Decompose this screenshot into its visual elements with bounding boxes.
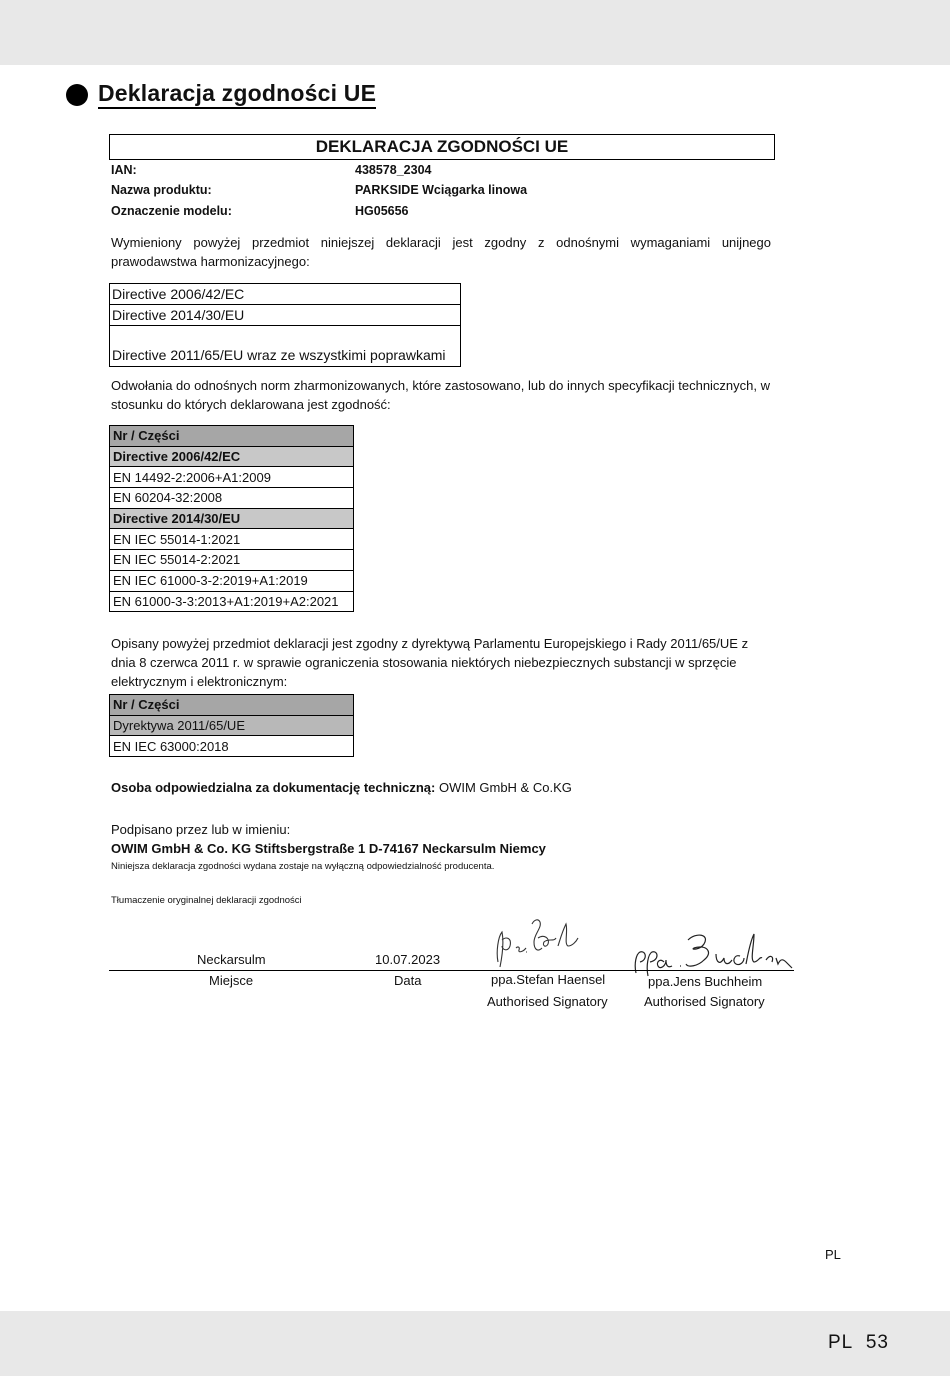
directive-list [109,283,461,367]
table-row: EN 14492-2:2006+A1:2009 [110,467,354,488]
page-number: 53 [865,1332,889,1353]
table-row: EN IEC 55014-2:2021 [110,550,354,571]
language-mark: PL [825,1247,841,1262]
signer1-role: Authorised Signatory [487,994,608,1009]
bottom-band [0,1311,950,1376]
meta-label-ian: IAN: [111,163,137,177]
responsible-person [111,778,771,797]
meta-value-model: HG05656 [355,204,409,218]
rohs-table [109,694,354,757]
sole-responsibility: Niniejsza deklaracja zgodności wydana zostaje na wyłączną odpowiedzialność producenta. [111,861,495,872]
directive-item: Directive 2014/30/EU [110,305,460,326]
meta-value-product: PARKSIDE Wciągarka linowa [355,183,528,197]
rohs-paragraph: Opisany powyżej przedmiot deklaracji jest zgodny z dyrektywą Parlamentu Europejskiego i Rady 2011/65/UE z dnia 8 czerwca 2011 r. w sprawie ograniczenia stosowania niektórych niebezpiecznych substancji w sprzęcie elektrycznym i elektronicznym: [111,636,749,689]
table-header: Nr / Części [110,695,354,716]
conformity-paragraph: Wymieniony powyżej przedmiot niniejszej deklaracji jest zgodny z odnośnymi wymaganiami unijnego prawodawstwa harmonizacyjnego: [111,235,771,269]
signer2-name: ppa.Jens Buchheim [648,974,763,989]
signer1-name: ppa.Stefan Haensel [491,972,606,987]
page-footer [828,1332,889,1354]
place-value: Neckarsulm [197,952,266,967]
date-label: Data [394,973,422,988]
table-header: Nr / Części [110,426,354,447]
standards-table [109,425,354,612]
responsible-value: OWIM GmbH & Co.KG [435,780,572,795]
translation-note: Tłumaczenie oryginalnej deklaracji zgodności [111,895,302,906]
meta-label-product: Nazwa produktu: [111,183,212,197]
table-group-row: Directive 2014/30/EU [110,508,354,529]
meta-label-model: Oznaczenie modelu: [111,204,232,218]
table-group-row: Dyrektywa 2011/65/UE [110,715,354,736]
section-heading-text: Deklaracja zgodności UE [98,80,376,109]
section-heading [66,80,376,109]
standards-paragraph: Odwołania do odnośnych norm zharmonizowanych, które zastosowano, lub do innych specyfikacji technicznych, w stosunku do których deklarowana jest zgodność: [111,378,771,412]
signature-line [109,970,794,971]
directive-item: Directive 2006/42/EC [110,284,460,305]
footer-lang: PL [828,1332,854,1353]
signed-by: Podpisano przez lub w imieniu: [111,822,291,837]
responsible-label: Osoba odpowiedzialna za dokumentację techniczną: [111,780,436,795]
table-row: EN 61000-3-3:2013+A1:2019+A2:2021 [110,591,354,612]
table-group-row: Directive 2006/42/EC [110,446,354,467]
doc-title: DEKLARACJA ZGODNOŚCI UE [109,134,775,160]
company-address: OWIM GmbH & Co. KG Stiftsbergstraße 1 D-74167 Neckarsulm Niemcy [111,841,546,856]
table-row: EN IEC 63000:2018 [110,736,354,757]
signer2-role: Authorised Signatory [644,994,765,1009]
meta-value-ian: 438578_2304 [355,163,432,177]
place-label: Miejsce [209,973,254,988]
date-value: 10.07.2023 [375,952,441,967]
top-band [0,0,950,65]
signature-haensel [490,912,585,972]
table-row: EN IEC 61000-3-2:2019+A1:2019 [110,570,354,591]
directive-item: Directive 2011/65/EU wraz ze wszystkimi poprawkami [112,347,446,363]
table-row: EN 60204-32:2008 [110,488,354,509]
bullet-icon [66,84,88,106]
table-row: EN IEC 55014-1:2021 [110,529,354,550]
